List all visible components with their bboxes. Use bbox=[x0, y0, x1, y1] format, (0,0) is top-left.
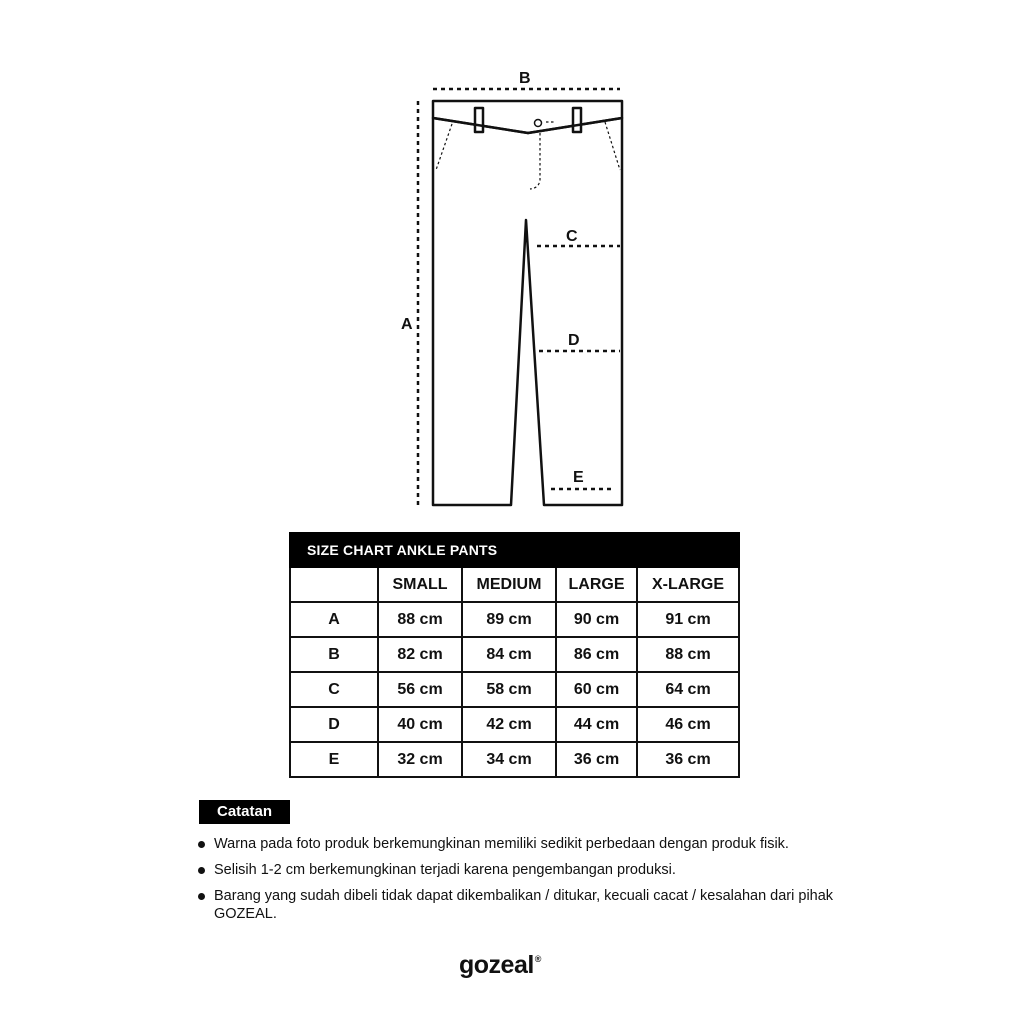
table-cell: 64 cm bbox=[637, 672, 739, 707]
column-header-xlarge: X-LARGE bbox=[637, 567, 739, 602]
button-icon bbox=[535, 120, 542, 127]
table-cell: 56 cm bbox=[378, 672, 462, 707]
table-cell: 36 cm bbox=[556, 742, 637, 777]
fly-stitch bbox=[530, 133, 540, 189]
row-label: D bbox=[290, 707, 378, 742]
registered-mark: ® bbox=[534, 954, 541, 964]
table-cell: 89 cm bbox=[462, 602, 556, 637]
size-chart-table bbox=[289, 532, 740, 778]
column-header-empty bbox=[290, 567, 378, 602]
row-label: C bbox=[290, 672, 378, 707]
note-text: Barang yang sudah dibeli tidak dapat dikembalikan / ditukar, kecuali cacat / kesalahan dari pihak GOZEAL. bbox=[214, 888, 834, 922]
table-row bbox=[290, 637, 739, 672]
table-cell: 58 cm bbox=[462, 672, 556, 707]
table-cell: 88 cm bbox=[637, 637, 739, 672]
pants-outline bbox=[433, 118, 622, 505]
list-item bbox=[197, 887, 857, 923]
table-cell: 88 cm bbox=[378, 602, 462, 637]
label-c: C bbox=[566, 228, 578, 245]
table-cell: 32 cm bbox=[378, 742, 462, 777]
label-d: D bbox=[568, 332, 580, 349]
notes-heading: Catatan bbox=[199, 800, 290, 824]
belt-loop-left bbox=[475, 108, 483, 132]
belt-loop-right bbox=[573, 108, 581, 132]
table-cell: 82 cm bbox=[378, 637, 462, 672]
row-label: E bbox=[290, 742, 378, 777]
bullet-icon bbox=[198, 867, 205, 874]
note-text: Selisih 1-2 cm berkemungkinan terjadi karena pengembangan produksi. bbox=[214, 862, 676, 878]
pocket-stitch-left bbox=[436, 124, 452, 170]
list-item bbox=[197, 835, 857, 853]
table-row bbox=[290, 602, 739, 637]
label-e: E bbox=[573, 469, 584, 486]
row-label: A bbox=[290, 602, 378, 637]
table-cell: 44 cm bbox=[556, 707, 637, 742]
table-cell: 86 cm bbox=[556, 637, 637, 672]
bullet-icon bbox=[198, 841, 205, 848]
table-cell: 46 cm bbox=[637, 707, 739, 742]
table-cell: 84 cm bbox=[462, 637, 556, 672]
table-cell: 90 cm bbox=[556, 602, 637, 637]
table-cell: 34 cm bbox=[462, 742, 556, 777]
row-label: B bbox=[290, 637, 378, 672]
waistband bbox=[433, 101, 622, 133]
label-a: A bbox=[401, 316, 413, 333]
table-cell: 40 cm bbox=[378, 707, 462, 742]
column-header-large: LARGE bbox=[556, 567, 637, 602]
table-cell: 60 cm bbox=[556, 672, 637, 707]
pocket-stitch-right bbox=[605, 122, 620, 170]
list-item bbox=[197, 861, 857, 879]
table-cell: 42 cm bbox=[462, 707, 556, 742]
brand-name: gozeal bbox=[459, 951, 534, 979]
table-row bbox=[290, 742, 739, 777]
table-cell: 91 cm bbox=[637, 602, 739, 637]
column-header-medium: MEDIUM bbox=[462, 567, 556, 602]
label-b: B bbox=[519, 70, 531, 87]
size-chart-title: SIZE CHART ANKLE PANTS bbox=[290, 533, 739, 567]
table-row bbox=[290, 672, 739, 707]
notes-list bbox=[197, 835, 857, 931]
bullet-icon bbox=[198, 893, 205, 900]
column-header-small: SMALL bbox=[378, 567, 462, 602]
note-text: Warna pada foto produk berkemungkinan memiliki sedikit perbedaan dengan produk fisik. bbox=[214, 836, 789, 852]
table-cell: 36 cm bbox=[637, 742, 739, 777]
brand-logo bbox=[459, 951, 541, 980]
table-row bbox=[290, 707, 739, 742]
